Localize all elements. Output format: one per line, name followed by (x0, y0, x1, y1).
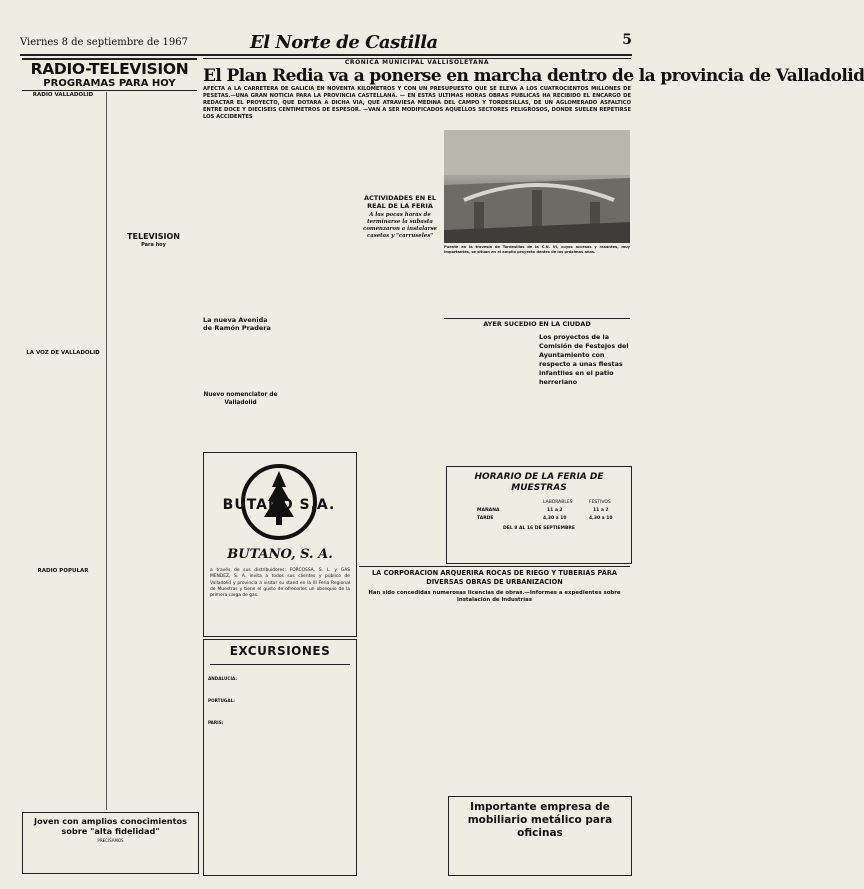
masthead (20, 32, 632, 56)
article-column (282, 412, 357, 448)
ad-empresa-title: Importante empresa de mobiliario metálico para oficinas (467, 801, 613, 839)
excursiones-body (210, 768, 350, 868)
butano-text: a través de sus distribuidores: FORCOSSA, S. L. y GAS MENDEZ, S. A. invita a todos sus clientes y público de Valladolid y provincia a visitar su stand en la III Feria Regional de Muestras y tiene el gusto de ofrecerles un obsequio de la primera carga de gas. (210, 568, 350, 599)
station-radio-popular: RADIO POPULAR (37, 568, 89, 574)
excursiones-title: EXCURSIONES (229, 644, 331, 658)
ad-joven-title: Joven con amplios conocimientos sobre "alta fidelidad" (34, 816, 187, 836)
excursiones-destinations (208, 668, 237, 734)
rule (22, 90, 197, 91)
radio-subtitle: PROGRAMAS PARA HOY (43, 78, 176, 89)
ad-empresa (448, 796, 632, 876)
photo-illustration (444, 130, 630, 243)
radio-program-list (22, 358, 104, 568)
newspaper-title: El Norte de Castilla (250, 32, 438, 53)
horario-col1: LABORABLES (543, 500, 573, 505)
horario-row2-label: TARDE (477, 516, 494, 521)
article-column (444, 266, 535, 316)
cronica-kicker: CRONICA MUNICIPAL VALLISOLETANA (344, 59, 490, 66)
ad-joven-sub: PRECISAMOS (97, 838, 124, 843)
butano-logo-text: BUTANO S.A. (222, 497, 336, 513)
article-column (361, 246, 439, 448)
corporacion-sub: Han sido concedidas numerosas licencias de obras.—Informes a expedientes sobre instalación de industrias (368, 590, 621, 603)
tv-title: TELEVISION (127, 232, 180, 241)
article-column (444, 331, 535, 448)
rule (359, 566, 630, 567)
article-column (359, 608, 444, 874)
tv-program-list (110, 250, 197, 810)
horario-row1-b: 11 a 2 (593, 508, 609, 513)
photo-caption: Puente en la travesía de Tordesillas de la C.N. VI, cuyos accesos y rasantes, muy importantes, se sitúan en el amplio proyecto dentro de los próximos años. (444, 245, 630, 254)
article-column (539, 266, 630, 316)
photo-bridge (444, 130, 630, 243)
ciudad-title: AYER SUCEDIO EN LA CIUDAD (483, 320, 591, 328)
article-column (203, 408, 278, 448)
ad-excursiones (203, 639, 357, 876)
horario-row2-a: 4,30 a 10 (543, 516, 567, 521)
article-column (448, 608, 536, 793)
article-column (361, 130, 439, 192)
article-column (203, 334, 278, 390)
feria-title: ACTIVIDADES EN EL REAL DE LA FERIA (363, 194, 437, 210)
station-radio-valladolid: RADIO VALLADOLID (32, 92, 94, 98)
station-la-voz: LA VOZ DE VALLADOLID (26, 350, 100, 356)
excursion-portugal: PORTUGAL: (208, 698, 235, 703)
article-column (539, 405, 630, 448)
cronica-subhead: AFECTA A LA CARRETERA DE GALICIA EN NOVENTA KILOMETROS Y CON UN PRESUPUESTO QUE SE ELEVA A LOS CUATROCIENTOS MILLONES DE PESETAS.—UNA GRAN NOTICIA PARA LA PROVINCIA CASTELLANA. — EN ESTAS ULTIMAS HORAS OBRAS PUBLICAS HA RECIBIDO EL ENCARGO DE REDACTAR EL PROYECTO, QUE DOTARA A DICHA VIA, QUE ATRAVIESA MEDINA DEL CAMPO Y TORDESILLAS, DE UN AGLOMERADO ASFALTICO ENTRE DOCE Y DIECISEIS CENTIMETROS DE ESPESOR. —VAN A SER MODIFICADOS AQUELLOS SECTORES PELIGROSOS, DONDE SUELEN REPETIRSE LOS ACCIDENTES (203, 86, 631, 120)
feria-lead: A las pocas horas de terminarse la subasta comenzaron a instalarse casetas y "carruseles" (363, 212, 437, 239)
horario-row1-a: 11 a 2 (547, 508, 563, 513)
horario-title: HORARIO DE LA FERIA DE MUESTRAS (474, 472, 604, 493)
ad-joven (22, 812, 199, 874)
article-column (203, 130, 278, 315)
page-number: 5 (622, 32, 632, 48)
article-column (282, 130, 357, 410)
ciudad-side: Los proyectos de la Comisión de Festejos del Ayuntamiento con respecto a unas fiestas infantiles en el patio herreriano (539, 333, 629, 386)
radio-program-list (22, 576, 104, 810)
ad-butano (203, 452, 357, 637)
horario-note: DEL 8 AL 16 DE SEPTIEMBRE (503, 526, 575, 531)
horario-row2-b: 4,30 a 10 (589, 516, 613, 521)
cronica-headline: El Plan Redia va a ponerse en marcha dentro de la provincia de Valladolid (203, 66, 864, 86)
horario-col2: FESTIVOS (589, 500, 611, 505)
issue-date: Viernes 8 de septiembre de 1967 (20, 37, 188, 48)
horario-row1-label: MAÑANA (477, 508, 500, 513)
tv-subtitle: Para hoy (141, 242, 166, 248)
article-column (359, 452, 442, 562)
horario-body (455, 537, 623, 557)
radio-title: RADIO-TELEVISION (30, 60, 189, 78)
ad-joven-body (29, 844, 192, 864)
radio-program-list (110, 92, 197, 230)
radio-program-list (22, 100, 104, 350)
excursiones-body (244, 670, 352, 760)
rule (210, 664, 350, 665)
corporacion-title: LA CORPORACION ARQUERIRA ROCAS DE RIEGO Y TUBERIAS PARA DIVERSAS OBRAS DE URBANIZACION (371, 569, 618, 586)
horario-table (447, 499, 631, 533)
rule (444, 318, 630, 319)
avenida-title: La nueva Avenida de Ramón Pradera (203, 316, 271, 332)
article-column (540, 608, 630, 793)
column-divider (106, 92, 107, 810)
ad-empresa-body (455, 843, 625, 863)
butano-name: BUTANO, S. A. (227, 547, 333, 562)
article-column (446, 452, 630, 464)
excursion-andalucia: ANDALUCIA: (208, 676, 238, 681)
horario-box (446, 466, 632, 564)
avenida-subtitle: Nuevo nomenclator de Valladolid (203, 392, 278, 406)
excursion-paris: PARIS: (208, 720, 224, 725)
